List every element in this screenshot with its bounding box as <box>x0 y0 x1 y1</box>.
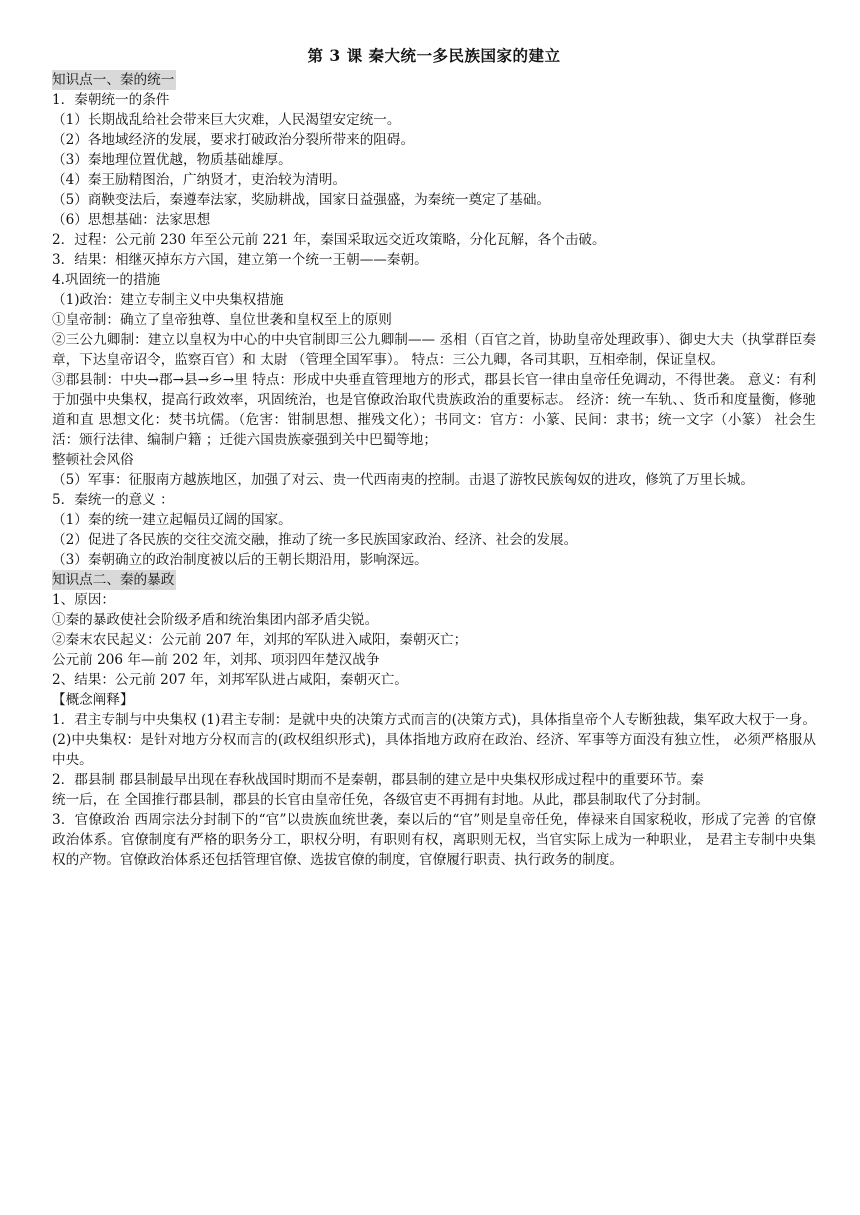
text-line: （5）军事：征服南方越族地区，加强了对云、贵一代西南夷的控制。击退了游牧民族匈奴的进攻，修筑了万里长城。 <box>52 472 754 488</box>
text-line: ②秦末农民起义：公元前 207 年，刘邦的军队进入咸阳，秦朝灭亡； <box>52 632 468 648</box>
text-line: 5．秦统一的意义 ： <box>52 492 174 508</box>
text-line: （2）各地域经济的发展，要求打破政治分裂所带来的阻碍。 <box>52 132 415 148</box>
document-page <box>52 44 816 870</box>
text-line: （2）促进了各民族的交往交流交融，推动了统一多民族国家政治、经济、社会的发展。 <box>52 532 578 548</box>
text-line: 3．结果：相继灭掉东方六国，建立第一个统一王朝——秦朝。 <box>52 252 428 268</box>
text-line: （5）商鞅变法后，秦遵奉法家，奖励耕战，国家日益强盛，为秦统一奠定了基础。 <box>52 192 551 208</box>
text-line: 公元前 206 年—前 202 年，刘邦、项羽四年楚汉战争 <box>52 652 380 668</box>
text-line: ③郡县制：中央→郡→县→乡→里 特点：形成中央垂直管理地方的形式，郡县长官一律由皇帝任免调动，不得世袭。 意义：有利于加强中央集权，提高行政效率，巩固统治，也是官僚政治取代贵族政治的重要标志。 经济：统一车轨、、货币和度量衡，修驰道和直 思想文化：焚书坑儒。（危害：钳制思想、摧残文化）；书同文：官方：小篆、民间：隶书；统一文字（小篆） 社会生活：颁行法律、编制户籍 ；迁徙六国贵族豪强到关中巴蜀等地； <box>52 372 816 448</box>
text-line: 4.巩固统一的措施 <box>52 272 161 288</box>
text-line: 统一后，在 全国推行郡县制，郡县的长官由皇帝任免，各级官吏不再拥有封地。从此，郡县制取代了分封制。 <box>52 792 709 808</box>
text-line: 【概念阐释】 <box>52 692 134 708</box>
text-line: 2．过程：公元前 230 年至公元前 221 年，秦国采取远交近攻策略，分化瓦解，各个击破。 <box>52 232 606 248</box>
document-body <box>52 70 816 870</box>
section-heading <box>52 70 816 90</box>
text-line: 1、原因： <box>52 592 116 608</box>
text-line: 整顿社会风俗 <box>52 452 134 468</box>
text-line: ①皇帝制：确立了皇帝独尊、皇位世袭和皇权至上的原则 <box>52 312 392 328</box>
text-line: （1）秦的统一建立起幅员辽阔的国家。 <box>52 512 292 528</box>
text-line: 2．郡县制 郡县制最早出现在春秋战国时期而不是秦朝，郡县制的建立是中央集权形成过程中的重要环节。秦 <box>52 772 704 788</box>
text-line: 1．秦朝统一的条件 <box>52 92 170 108</box>
text-line: 3．官僚政治 西周宗法分封制下的“官”以贵族血统世袭，秦以后的“官”则是皇帝任免，俸禄来自国家税收，形成了完善 的官僚政治体系。官僚制度有严格的职务分工，职权分明，有职则有权，离职则无权，当官实际上成为一种职业， 是君主专制中央集权的产物。官僚政治体系还包括管理官僚、选拔官僚的制度，官僚履行职责、执行政务的制度。 <box>52 812 816 868</box>
page-title: 第 3 课 秦大统一多民族国家的建立 <box>307 46 561 65</box>
text-line: 2、结果：公元前 207 年，刘邦军队进占咸阳，秦朝灭亡。 <box>52 672 408 688</box>
section-heading-label: 知识点一、秦的统一 <box>52 72 175 88</box>
text-line: （3）秦朝确立的政治制度被以后的王朝长期沿用，影响深远。 <box>52 552 428 568</box>
text-line: （1)政治：建立专制主义中央集权措施 <box>52 292 284 308</box>
text-line: ①秦的暴政使社会阶级矛盾和统治集团内部矛盾尖锐。 <box>52 612 379 628</box>
section-heading <box>52 570 816 590</box>
text-line: ②三公九卿制：建立以皇权为中心的中央官制即三公九卿制—— 丞相（百官之首，协助皇帝处理政事）、御史大夫（执掌群臣奏章，下达皇帝诏令，监察百官）和 太尉 （管理全国军事）。 特点：三公九卿，各司其职，互相牵制，保证皇权。 <box>52 332 816 368</box>
text-line: （6）思想基础：法家思想 <box>52 212 211 228</box>
text-line: （3）秦地理位置优越，物质基础雄厚。 <box>52 152 292 168</box>
text-line: （1）长期战乱给社会带来巨大灾难，人民渴望安定统一。 <box>52 112 401 128</box>
section-heading-label: 知识点二、秦的暴政 <box>52 572 175 588</box>
text-line: 1．君主专制与中央集权 (1)君主专制：是就中央的决策方式而言的(决策方式)，具体指皇帝个人专断独裁，集军政大权于一身。 (2)中央集权：是针对地方分权而言的(政权组织形式)，具体指地方政府在政治、经济、军事等方面没有独立性， 必须严格服从中央。 <box>52 712 816 768</box>
text-line: （4）秦王励精图治，广纳贤才，吏治较为清明。 <box>52 172 347 188</box>
